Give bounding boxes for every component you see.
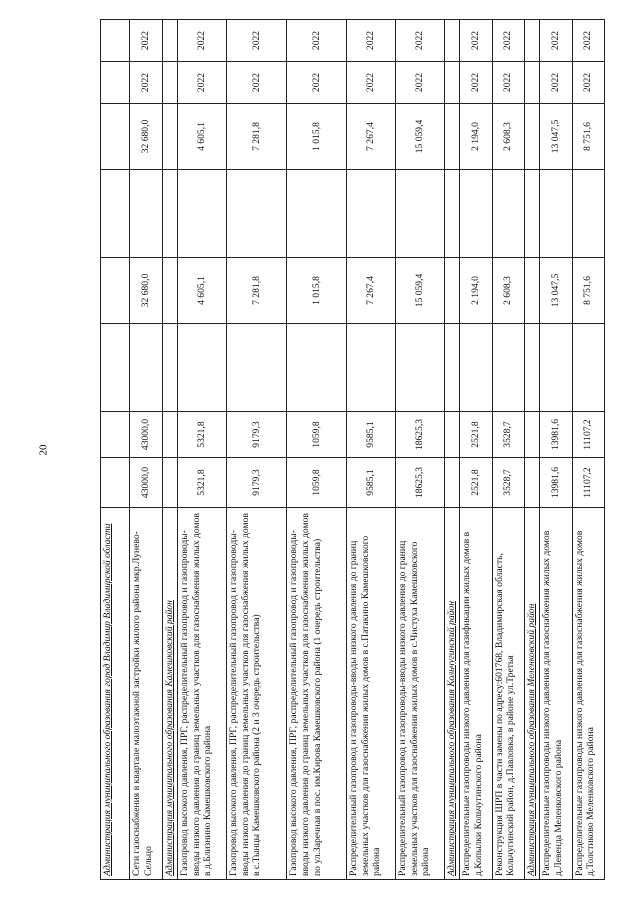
cell-value: 1 015,8 (287, 258, 346, 324)
cell-value (540, 324, 572, 412)
cell-value: 2 608,3 (492, 104, 524, 170)
cell-value (572, 170, 604, 258)
cell-year: 2022 (130, 62, 162, 104)
cell-value (395, 324, 444, 412)
cell-value: 1059,8 (287, 458, 346, 508)
cell-value: 2 608,3 (492, 258, 524, 324)
cell-value: 3528,7 (492, 412, 524, 458)
cell-value: 9585,1 (346, 412, 395, 458)
cell-value: 18625,3 (395, 458, 444, 508)
cell-year: 2022 (346, 62, 395, 104)
table-row (287, 20, 346, 880)
table-row (460, 20, 492, 880)
cell-value: 13981,6 (540, 458, 572, 508)
cell-year: 2022 (460, 62, 492, 104)
cell-value: 18625,3 (395, 412, 444, 458)
cell-value: 4 605,1 (177, 104, 226, 170)
rotated-page (100, 20, 605, 880)
cell-value: 9179,3 (226, 412, 287, 458)
cell-value: 7 281,8 (226, 104, 287, 170)
cell-value (346, 324, 395, 412)
object-name: Распределительный газопровод и газопроводы-вводы низкого давления до границ земельных участков для газоснабжения жилых домов в с.Чистуха Камешковского района (395, 508, 444, 880)
section-title: Администрация муниципального образования город Владимир Владимирской области (101, 508, 130, 880)
cell-value: 11107,2 (572, 458, 604, 508)
cell-value (492, 324, 524, 412)
object-name: Распределительные газопроводы низкого давления для газификации жилых домов в д.Копылки Кольчугинского района (460, 508, 492, 880)
cell-value: 5321,8 (177, 458, 226, 508)
cell-value: 4 605,1 (177, 258, 226, 324)
cell-value: 2 194,0 (460, 104, 492, 170)
cell-year: 2022 (226, 20, 287, 62)
table-row (346, 20, 395, 880)
cell-value: 13 047,5 (540, 104, 572, 170)
gasification-table (100, 19, 605, 880)
cell-year: 2022 (177, 62, 226, 104)
cell-value: 3528,7 (492, 458, 524, 508)
cell-year: 2022 (395, 62, 444, 104)
table-row (444, 20, 459, 880)
object-name: Газопровод высокого давления, ПРГ, распределительный газопровод и газопроводы-вводы низкого давления до границ земельных участков для газоснабжения жилых домов по ул.Заречная в пос. им.Кирова Камешковского района (1 очередь строительства) (287, 508, 346, 880)
cell-value: 8 751,6 (572, 258, 604, 324)
cell-year: 2022 (492, 20, 524, 62)
cell-value: 1059,8 (287, 412, 346, 458)
cell-value: 7 267,4 (346, 104, 395, 170)
cell-value: 43000,0 (130, 412, 162, 458)
cell-year: 2022 (346, 20, 395, 62)
cell-value (130, 170, 162, 258)
cell-value: 2521,8 (460, 412, 492, 458)
table-row (162, 20, 177, 880)
table-row (130, 20, 162, 880)
cell-value (572, 324, 604, 412)
cell-value (226, 324, 287, 412)
object-name: Реконструкция ШРП в части замены по адресу:601768, Владимирская область, Кольчугинский район, д.Павловка, в районе ул.Третья (492, 508, 524, 880)
cell-value (287, 324, 346, 412)
cell-year: 2022 (287, 20, 346, 62)
cell-value: 9179,3 (226, 458, 287, 508)
cell-value (346, 170, 395, 258)
cell-value: 1 015,8 (287, 104, 346, 170)
table-row (492, 20, 524, 880)
cell-value: 5321,8 (177, 412, 226, 458)
cell-year: 2022 (287, 62, 346, 104)
cell-value: 15 059,4 (395, 104, 444, 170)
cell-year: 2022 (540, 62, 572, 104)
table-row (572, 20, 604, 880)
cell-year: 2022 (492, 62, 524, 104)
object-name: Сети газоснабжения в квартале малоэтажной застройки жилого района мкр.Лунево-Сельцо (130, 508, 162, 880)
object-name: Распределительный газопровод и газопроводы-вводы низкого давления до границ земельных участков для газоснабжения жилых домов в с.Патакино Камешковского района (346, 508, 395, 880)
cell-value (226, 170, 287, 258)
cell-year: 2022 (177, 20, 226, 62)
cell-value (130, 324, 162, 412)
table-row (177, 20, 226, 880)
cell-value (287, 170, 346, 258)
page-number: 20 (37, 444, 50, 456)
object-name: Газопровод высокого давления, ПРГ, распределительный газопровод и газопроводы-вводы низкого давления до границ земельных участков для газоснабжения жилых домов в д.Близнино Камешковского района (177, 508, 226, 880)
cell-year: 2022 (572, 62, 604, 104)
cell-value: 7 281,8 (226, 258, 287, 324)
section-title: Администрация муниципального образования Кольчугинский район (444, 508, 459, 880)
cell-value: 7 267,4 (346, 258, 395, 324)
cell-value: 9585,1 (346, 458, 395, 508)
cell-value: 2521,8 (460, 458, 492, 508)
cell-value: 15 059,4 (395, 258, 444, 324)
cell-value (460, 324, 492, 412)
cell-year: 2022 (540, 20, 572, 62)
object-name: Газопровод высокого давления, ПРГ, распределительный газопровод и газопроводы-вводы низкого давления до границ земельных участков для газоснабжения жилых домов в с.Тынцы Камешковского района (2 и 3 очередь строительства) (226, 508, 287, 880)
cell-year: 2022 (572, 20, 604, 62)
cell-value: 2 194,0 (460, 258, 492, 324)
cell-value: 13 047,5 (540, 258, 572, 324)
cell-year: 2022 (395, 20, 444, 62)
section-title: Администрация муниципального образования Меленковский район (524, 508, 539, 880)
cell-value: 8 751,6 (572, 104, 604, 170)
table-row (101, 20, 130, 880)
cell-value: 32 680,0 (130, 104, 162, 170)
table-row (524, 20, 539, 880)
cell-year: 2022 (130, 20, 162, 62)
cell-value (177, 324, 226, 412)
table-row (226, 20, 287, 880)
cell-value (540, 170, 572, 258)
cell-value: 13981,6 (540, 412, 572, 458)
object-name: Распределительные газопроводы низкого давления для газоснабжения жилых домов д.Левенда Меленковского района (540, 508, 572, 880)
cell-value: 32 680,0 (130, 258, 162, 324)
cell-value: 11107,2 (572, 412, 604, 458)
cell-value (460, 170, 492, 258)
cell-value (395, 170, 444, 258)
cell-year: 2022 (460, 20, 492, 62)
cell-value (177, 170, 226, 258)
section-title: Администрация муниципального образования Камешковский район (162, 508, 177, 880)
cell-value (492, 170, 524, 258)
table-row (540, 20, 572, 880)
cell-value: 43000,0 (130, 458, 162, 508)
object-name: Распределительные газопроводы низкого давления для газоснабжения жилых домов д.Толстиково Меленковского района (572, 508, 604, 880)
cell-year: 2022 (226, 62, 287, 104)
table-row (395, 20, 444, 880)
